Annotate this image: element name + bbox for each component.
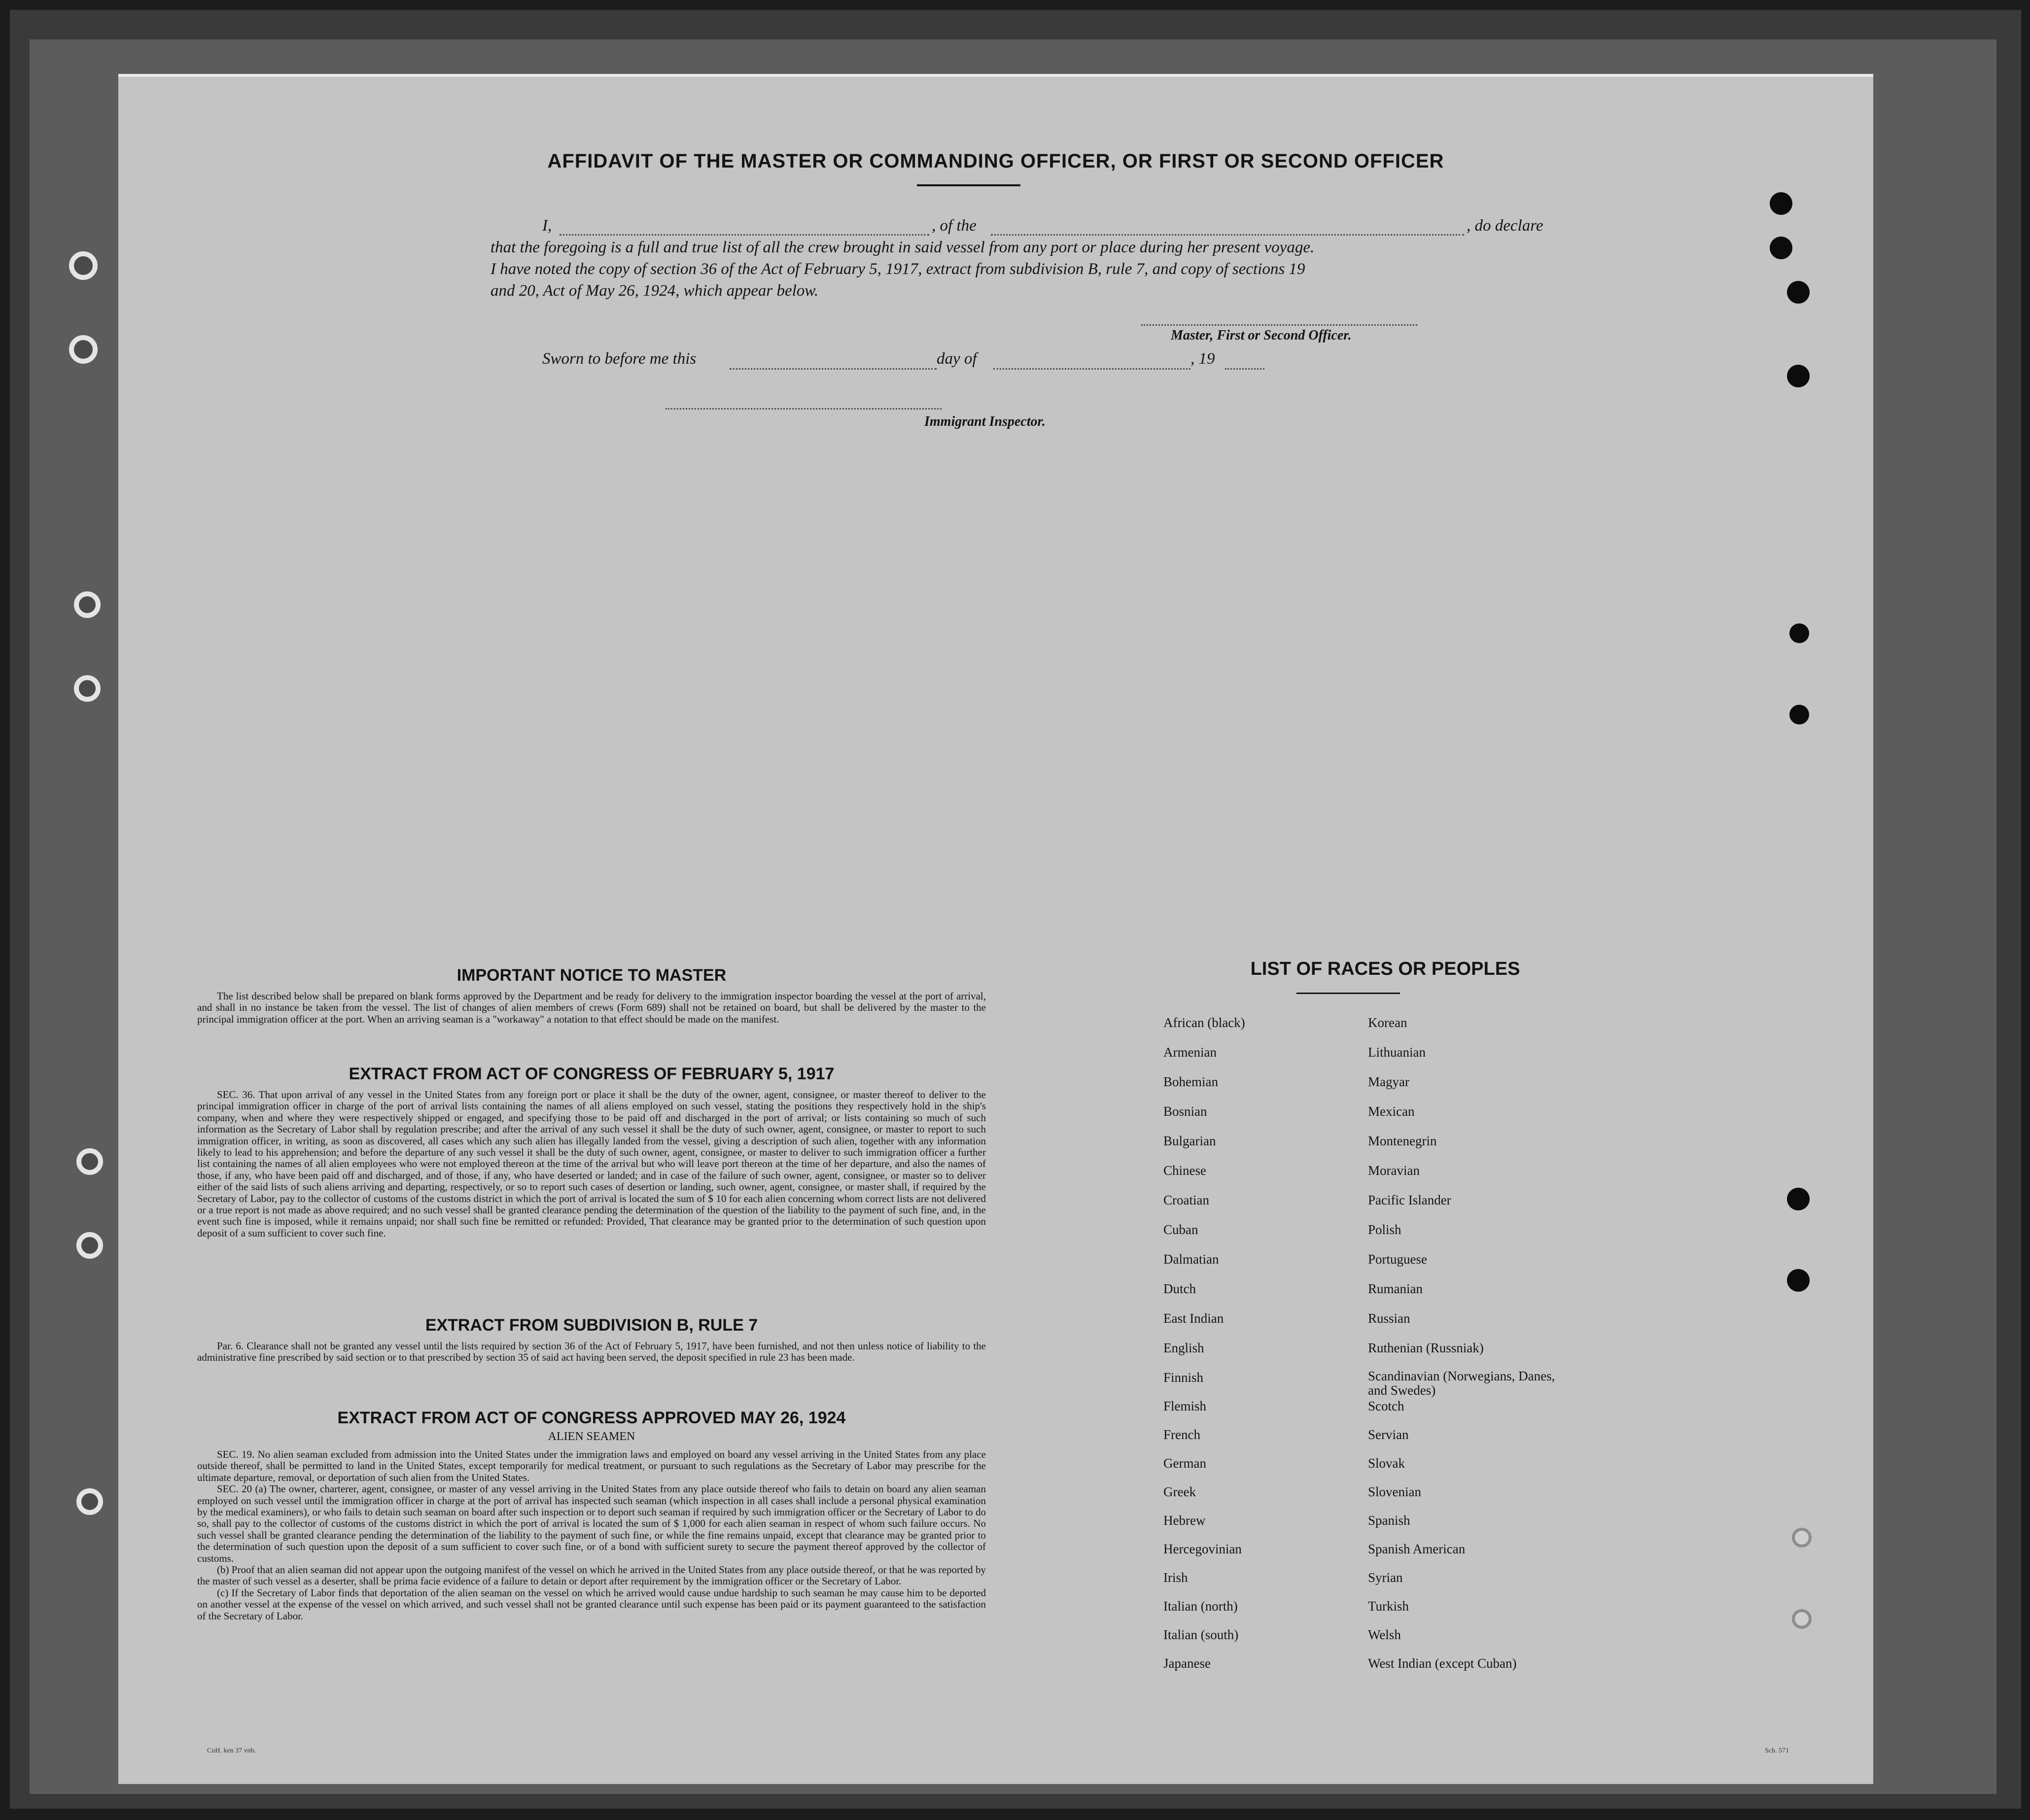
punch-hole-icon <box>1792 1609 1812 1629</box>
affidavit-i: I, <box>542 217 552 235</box>
affidavit-sheet <box>118 74 1873 1784</box>
race-item: Chinese <box>1163 1163 1206 1178</box>
race-item: Montenegrin <box>1368 1133 1437 1148</box>
punch-hole-icon <box>1770 237 1792 259</box>
race-item: African (black) <box>1163 1015 1245 1030</box>
extract-1924-body <box>197 1449 986 1622</box>
race-item: Japanese <box>1163 1656 1211 1671</box>
affidavit-of-the: , of the <box>932 217 977 235</box>
binder-hole-icon <box>69 251 98 280</box>
race-item: Spanish <box>1368 1513 1410 1528</box>
race-item: Syrian <box>1368 1570 1403 1585</box>
race-item: Welsh <box>1368 1627 1401 1642</box>
footer-left-code: CuH. ken 37 vnb. <box>207 1747 256 1754</box>
binder-hole-icon <box>76 1148 103 1175</box>
race-item: Russian <box>1368 1311 1410 1326</box>
race-item: Servian <box>1368 1427 1409 1442</box>
binder-hole-icon <box>74 675 101 702</box>
race-item: Cuban <box>1163 1222 1198 1237</box>
sworn-year-blank[interactable] <box>1225 368 1264 370</box>
binder-hole-icon <box>76 1232 103 1259</box>
footer-form-number: Sch. 571 <box>1765 1747 1789 1754</box>
race-item: Flemish <box>1163 1399 1207 1413</box>
sec20b-text: (b) Proof that an alien seaman did not appear upon the outgoing manifest of the vessel on which he arrived in the United States from any place outside thereof, or that he was reported by the master of such vessel as a deserter, shall be prima facie evidence of a failure to detain or deport after requirement by the immigration officer or the Secretary of Labor. <box>197 1564 986 1587</box>
race-item: German <box>1163 1456 1206 1471</box>
punch-hole-icon <box>1792 1528 1812 1547</box>
sec19-text: SEC. 19. No alien seaman excluded from admission into the United States under the immigration laws and employed on board any vessel arriving in the United States from any place outside thereof, shall be permitted to land in the United States, except temporarily for medical treatment, or pursuant to such regulations as the Secretary of Labor may prescribe for the ultimate departure, removal, or deportation of such alien from the United States. <box>197 1448 986 1483</box>
race-item: Dutch <box>1163 1281 1196 1296</box>
race-item: West Indian (except Cuban) <box>1368 1656 1517 1671</box>
punch-hole-icon <box>1787 281 1810 304</box>
punch-hole-icon <box>1787 1188 1810 1210</box>
race-item: Bulgarian <box>1163 1133 1216 1148</box>
par6-text: Par. 6. Clearance shall not be granted any vessel until the lists required by section 36 of the Act of February 5, 1917, have been furnished, and not then unless notice of liability to the administrative fine prescribed by said section or to that prescribed by section 35 of said act having been served, the deposit specified in rule 23 has been made. <box>197 1340 986 1364</box>
rule7-body <box>197 1340 986 1364</box>
inspector-signature-blank[interactable] <box>665 408 942 410</box>
sworn-label: Sworn to before me this <box>542 350 697 368</box>
year-label: , 19 <box>1190 350 1215 368</box>
race-item: Bohemian <box>1163 1074 1218 1089</box>
race-item: Spanish American <box>1368 1542 1466 1556</box>
extract-1917-title: EXTRACT FROM ACT OF CONGRESS OF FEBRUARY 5, 1917 <box>349 1065 835 1083</box>
race-item: Hebrew <box>1163 1513 1206 1528</box>
race-item: Dalmatian <box>1163 1252 1219 1267</box>
name-blank[interactable] <box>560 234 929 236</box>
affidavit-title: AFFIDAVIT OF THE MASTER OR COMMANDING OFFICER, OR FIRST OR SECOND OFFICER <box>547 150 1444 172</box>
affidavit-declare: , do declare <box>1467 217 1543 235</box>
race-item: Greek <box>1163 1484 1196 1499</box>
sheet-top-edge <box>118 74 1873 77</box>
race-item: Scandinavian (Norwegians, Danes, and Swedes) <box>1368 1369 1555 1398</box>
sec36-text: SEC. 36. That upon arrival of any vessel in the United States from any foreign port or place it shall be the duty of the owner, agent, consignee, or master thereof to deliver to the principal immigration officer in charge of the port of arrival lists containing the names of all aliens employed on such vessel, stating the positions they respectively hold in the ship's company, when and where they were respectively shipped or engaged, and specifying those to be paid off and discharged in the port of arrival; or lists containing so much of such information as the Secretary of Labor shall by regulation prescribe; and after the arrival of any such vessel it shall be the duty of such owner, agent, consignee, or master to report to such immigration officer, in writing, as soon as discovered, all cases which any such alien has illegally landed from the vessel, giving a description of such alien, together with any information likely to lead to his apprehension; and before the departure of any such vessel it shall be the duty of such owner, agent, consignee, or master to deliver to such immigration officer a further list containing the names of all alien employees who were not employed thereon at the time of the arrival but who will leave port thereon at the time of her departure, and also the names of those, if any, who have been paid off and discharged, and of those, if any, who have deserted or landed; and in case of the failure of such owner, agent, consignee, or master so to deliver either of the said lists of such aliens arriving and departing, respectively, or so to report such cases of desertion or landing, such owner, agent, consignee, or master shall, if required by the Secretary of Labor, pay to the collector of customs of the customs district in which the port of arrival is located the sum of $ 10 for each alien concerning whom correct lists are not delivered or a true report is not made as above required; and no such vessel shall be granted clearance pending the determination of the question of the liability to the payment of such fine, and, in the event such fine is imposed, while it remains unpaid; nor shall such fine be remitted or refunded: Provided, That clearance may be granted prior to the determination of such question upon deposit of a sum sufficient to cover such fine. <box>197 1089 986 1239</box>
master-signature-label: Master, First or Second Officer. <box>1171 328 1352 343</box>
race-item: Italian (north) <box>1163 1599 1238 1614</box>
race-item: Mexican <box>1368 1104 1415 1119</box>
race-item: East Indian <box>1163 1311 1224 1326</box>
binder-hole-icon <box>69 335 98 364</box>
races-rule <box>1296 993 1400 994</box>
notice-text: The list described below shall be prepared on blank forms approved by the Department and be ready for delivery to the immigration inspector boarding the vessel at the port of arrival, and shall in no instance be taken from the vessel. The list of changes of alien members of crews (Form 689) shall not be retained on board, but shall be delivered by the master to the principal immigration officer at the port. When an arriving seaman is a "workaway" a notation to that effect should be made on the manifest. <box>197 990 986 1025</box>
race-item: Polish <box>1368 1222 1401 1237</box>
binder-hole-icon <box>74 591 101 618</box>
race-item: Armenian <box>1163 1045 1217 1060</box>
race-item: Moravian <box>1368 1163 1420 1178</box>
vessel-blank[interactable] <box>991 234 1464 236</box>
race-item: Magyar <box>1368 1074 1409 1089</box>
race-item: Pacific Islander <box>1368 1193 1451 1207</box>
extract-1917-body <box>197 1089 986 1239</box>
notice-title: IMPORTANT NOTICE TO MASTER <box>456 966 727 985</box>
races-title: LIST OF RACES OR PEOPLES <box>1250 959 1520 979</box>
sec20c-text: (c) If the Secretary of Labor finds that deportation of the alien seaman on the vessel on which he arrived would cause undue hardship to such seaman he may cause him to be deported on another vessel at the expense of the vessel on which arrived, and such vessel shall not be granted clearance until such expense has been paid or its payment guaranteed to the satisfaction of the Secretary of Labor. <box>197 1586 986 1622</box>
sworn-month-blank[interactable] <box>993 368 1190 370</box>
rule7-title: EXTRACT FROM SUBDIVISION B, RULE 7 <box>425 1316 758 1335</box>
race-item: Croatian <box>1163 1193 1209 1207</box>
day-of-label: day of <box>937 350 977 368</box>
affidavit-line-3: I have noted the copy of section 36 of the Act of February 5, 1917, extract from subdivision B, rule 7, and copy of sections 19 <box>490 260 1305 278</box>
race-item: Hercegovinian <box>1163 1542 1242 1556</box>
race-item: Irish <box>1163 1570 1188 1585</box>
extract-1924-title: EXTRACT FROM ACT OF CONGRESS APPROVED MAY 26, 1924 <box>337 1408 846 1427</box>
master-signature-blank[interactable] <box>1141 324 1417 326</box>
race-item: Slovak <box>1368 1456 1405 1471</box>
race-item: Finnish <box>1163 1370 1204 1385</box>
race-item: Scotch <box>1368 1399 1404 1413</box>
punch-hole-icon <box>1789 623 1809 643</box>
race-item: Italian (south) <box>1163 1627 1239 1642</box>
race-item: Rumanian <box>1368 1281 1423 1296</box>
sec20a-text: SEC. 20 (a) The owner, charterer, agent, consignee, or master of any vessel arriving in the United States from any place outside thereof who fails to detain on board any alien seaman employed on such vessel until the immigration officer in charge at the port of arrival has inspected such seaman (which inspection in all cases shall include a personal physical examination by the medical examiners), or who fails to detain such seaman on board after such inspection or to deport such seaman if required by such immigration officer or the Secretary of Labor to do so, shall pay to the collector of customs of the customs district in which the port of arrival is located the sum of $ 1,000 for each alien seaman in respect of whom such failure occurs. No such vessel shall be granted clearance pending the determination of the liability to the payment of such fine, or while the fine remains unpaid, except that clearance may be granted prior to the determination of such question upon the deposit of a sum sufficient to cover such fine, or of a bond with sufficient surety to secure the payment thereof approved by the collector of customs. <box>197 1483 986 1564</box>
race-item: English <box>1163 1340 1204 1355</box>
punch-hole-icon <box>1770 192 1792 215</box>
race-item: French <box>1163 1427 1200 1442</box>
race-item: Lithuanian <box>1368 1045 1426 1060</box>
race-item: Turkish <box>1368 1599 1409 1614</box>
binder-hole-icon <box>76 1488 103 1515</box>
race-item: Portuguese <box>1368 1252 1427 1267</box>
punch-hole-icon <box>1789 705 1809 724</box>
race-item: Slovenian <box>1368 1484 1421 1499</box>
race-item: Ruthenian (Russniak) <box>1368 1340 1484 1355</box>
punch-hole-icon <box>1787 365 1810 387</box>
punch-hole-icon <box>1787 1269 1810 1292</box>
affidavit-line-2: that the foregoing is a full and true list of all the crew brought in said vessel from any port or place during her present voyage. <box>490 239 1315 256</box>
title-rule <box>917 184 1020 186</box>
inspector-signature-label: Immigrant Inspector. <box>924 414 1046 429</box>
affidavit-line-4: and 20, Act of May 26, 1924, which appear below. <box>490 282 819 300</box>
race-item: Bosnian <box>1163 1104 1207 1119</box>
race-item: Korean <box>1368 1015 1407 1030</box>
alien-seamen-subtitle: ALIEN SEAMEN <box>548 1430 635 1443</box>
sworn-day-blank[interactable] <box>730 368 937 370</box>
notice-body <box>197 991 986 1025</box>
